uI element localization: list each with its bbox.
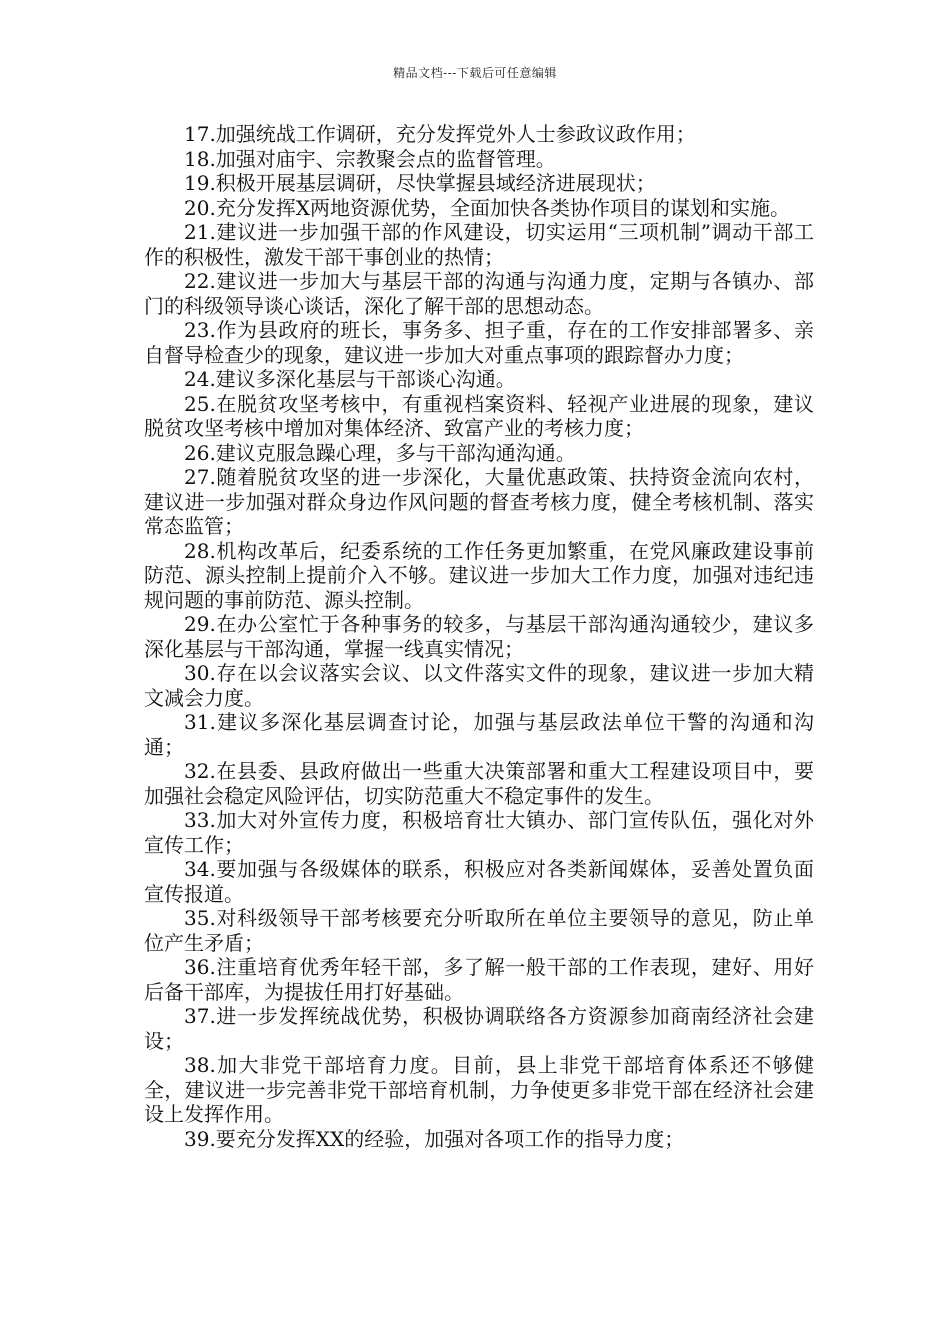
document-body bbox=[144, 122, 814, 1151]
paragraph: 17.加强统战工作调研，充分发挥党外人士参政议政作用； bbox=[184, 122, 696, 146]
paragraph: 21.建议进一步加强干部的作风建设，切实运用“三项机制”调动干部工作的积极性，激发干部干事创业的热情； bbox=[144, 220, 814, 269]
paragraph: 28.机构改革后，纪委系统的工作任务更加繁重，在党风廉政建设事前防范、源头控制上提前介入不够。建议进一步加大工作力度，加强对违纪违规问题的事前防范、源头控制。 bbox=[144, 538, 814, 612]
paragraph: 34.要加强与各级媒体的联系，积极应对各类新闻媒体，妥善处置负面宣传报道。 bbox=[144, 857, 814, 906]
paragraph: 18.加强对庙宇、宗教聚会点的监督管理。 bbox=[184, 146, 556, 171]
paragraph: 20.充分发挥X两地资源优势，全面加快各类协作项目的谋划和实施。 bbox=[184, 195, 791, 220]
paragraph: 26.建议克服急躁心理，多与干部沟通沟通。 bbox=[184, 440, 576, 465]
paragraph: 25.在脱贫攻坚考核中，有重视档案资料、轻视产业进展的现象，建议脱贫攻坚考核中增加对集体经济、致富产业的考核力度； bbox=[144, 391, 814, 440]
page-header: 精品文档---下载后可任意编辑 bbox=[393, 66, 557, 80]
paragraph: 33.加大对外宣传力度，积极培育壮大镇办、部门宣传队伍，强化对外宣传工作； bbox=[144, 808, 814, 857]
paragraph: 31.建议多深化基层调查讨论，加强与基层政法单位干警的沟通和沟通； bbox=[144, 710, 814, 759]
paragraph: 27.随着脱贫攻坚的进一步深化，大量优惠政策、扶持资金流向农村，建议进一步加强对群众身边作风问题的督查考核力度，健全考核机制、落实常态监管； bbox=[144, 465, 814, 538]
paragraph: 39.要充分发挥XX的经验，加强对各项工作的指导力度； bbox=[184, 1126, 685, 1151]
paragraph: 35.对科级领导干部考核要充分听取所在单位主要领导的意见，防止单位产生矛盾； bbox=[144, 906, 814, 955]
paragraph: 30.存在以会议落实会议、以文件落实文件的现象，建议进一步加大精文减会力度。 bbox=[144, 661, 814, 710]
paragraph: 23.作为县政府的班长，事务多、担子重，存在的工作安排部署多、亲自督导检查少的现象，建议进一步加大对重点事项的跟踪督办力度； bbox=[144, 318, 814, 367]
paragraph: 38.加大非党干部培育力度。目前，县上非党干部培育体系还不够健全，建议进一步完善非党干部培育机制，力争使更多非党干部在经济社会建设上发挥作用。 bbox=[144, 1053, 814, 1126]
paragraph: 32.在县委、县政府做出一些重大决策部署和重大工程建设项目中，要加强社会稳定风险评估，切实防范重大不稳定事件的发生。 bbox=[144, 759, 814, 808]
paragraph: 37.进一步发挥统战优势，积极协调联络各方资源参加商南经济社会建设； bbox=[144, 1004, 814, 1053]
paragraph: 24.建议多深化基层与干部谈心沟通。 bbox=[184, 367, 516, 391]
paragraph: 19.积极开展基层调研，尽快掌握县域经济进展现状； bbox=[184, 171, 656, 195]
paragraph: 36.注重培育优秀年轻干部，多了解一般干部的工作表现，建好、用好后备干部库，为提拔任用打好基础。 bbox=[144, 955, 814, 1004]
paragraph: 29.在办公室忙于各种事务的较多，与基层干部沟通沟通较少，建议多深化基层与干部沟通，掌握一线真实情况； bbox=[144, 612, 814, 661]
paragraph: 22.建议进一步加大与基层干部的沟通与沟通力度，定期与各镇办、部门的科级领导谈心谈话，深化了解干部的思想动态。 bbox=[144, 269, 814, 318]
